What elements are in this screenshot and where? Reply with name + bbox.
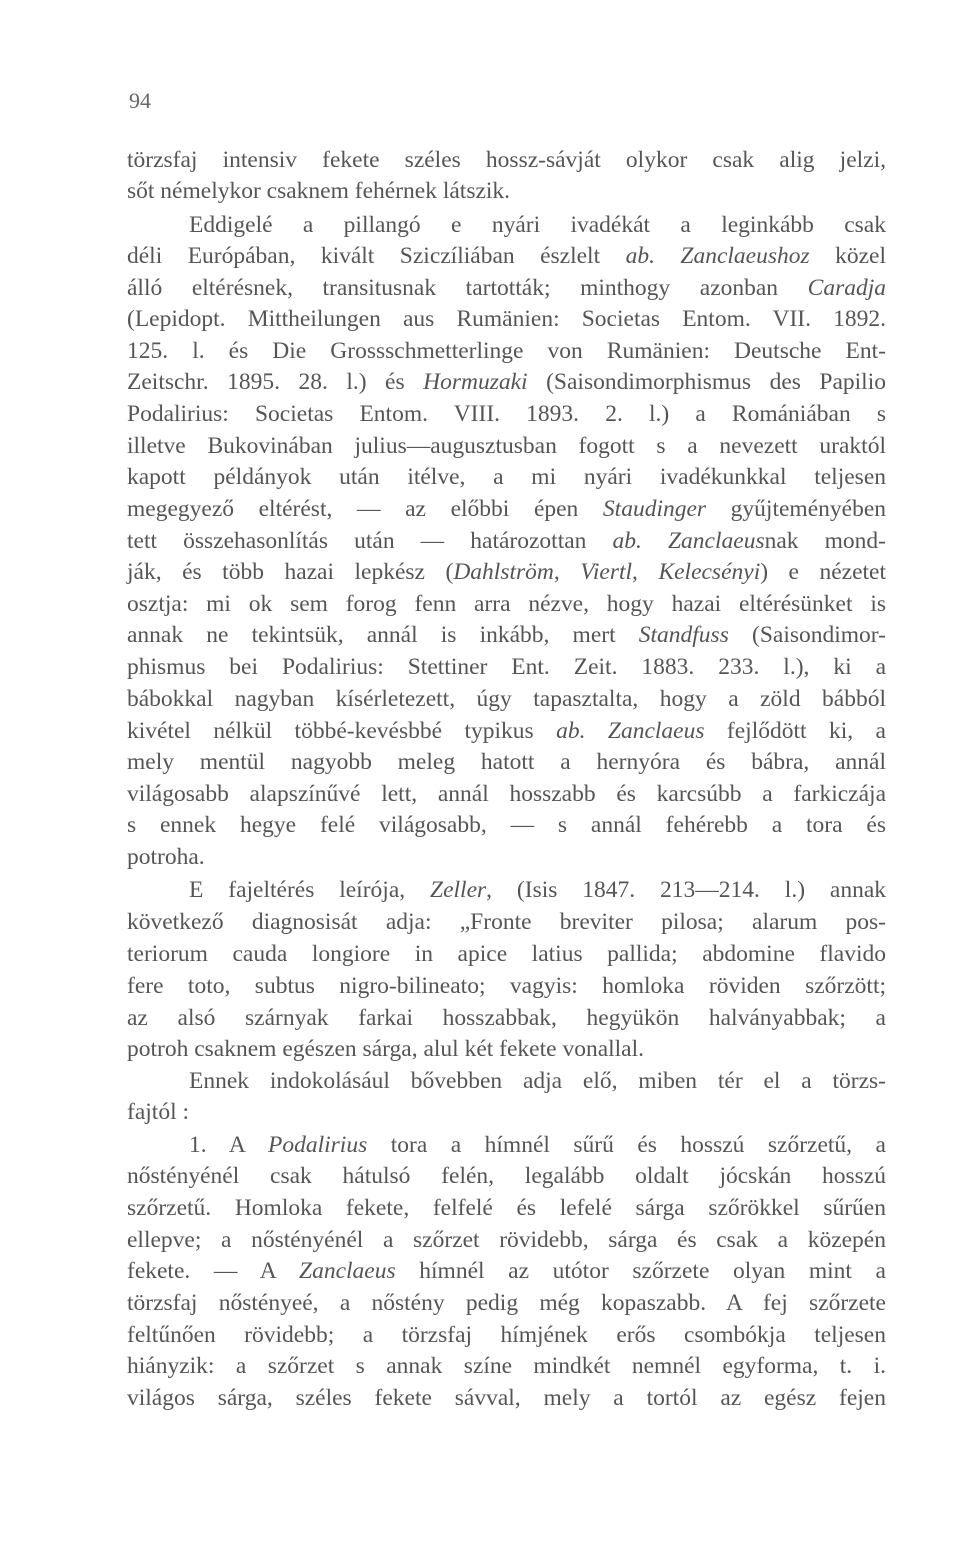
text-span: gyűjteményében [706,496,886,522]
text-span: törzsfaj intensiv fekete széles hossz-sávját olykor csak alig jelzi, [127,147,886,173]
text-line [127,684,886,715]
italic-name: Kelecsényi [658,559,761,585]
italic-name: Staudinger [602,496,707,522]
text-span: kivétel nélkül többé-kevésbbé typikus [127,718,557,744]
text-line [127,557,886,588]
text-line [189,1066,886,1097]
text-span: phismus bei Podalirius: Stettiner Ent. Zeit. 1883. 233. l.), ki a [127,654,886,680]
text-line [127,620,886,651]
text-span: fekete. — A [127,1258,300,1284]
text-span: hímnél az utótor szőrzete olyan mint a [395,1258,886,1284]
text-span: tett összehasonlítás után — határozottan [127,528,613,554]
text-span: az alsó szárnyak farkai hosszabbak, hegyükön halványabbak; a [127,1005,886,1031]
text-span: álló eltérésnek, transitusnak tartották; minthogy azonban [127,275,808,301]
text-line [127,145,886,176]
text-span: hiányzik: a szőrzet s annak színe mindkét nemnél egyforma, t. i. [127,1353,886,1379]
text-line [127,1193,886,1224]
text-line [127,716,886,747]
text-line [127,1225,886,1256]
italic-name: ab. Zanclaeushoz [625,243,810,269]
text-line [127,907,886,938]
text-line [127,1034,886,1065]
text-span: , [553,559,581,585]
text-span: 1. A [189,1132,268,1158]
text-line [127,939,886,970]
italic-name: Zeller [430,877,487,903]
text-span: Zeitschr. 1895. 28. l.) és [127,369,424,395]
text-line [127,842,886,873]
text-line [127,810,886,841]
text-span: ják, és több hazai lepkész ( [127,559,454,585]
text-span: , [632,559,659,585]
text-span: kapott példányok után itélve, a mi nyári ivadékunkkal teljesen [127,464,886,490]
text-line [127,431,886,462]
text-span: ellepve; a nőstényénél a szőrzet rövidebb, sárga és csak a közepén [127,1227,886,1253]
text-line [127,747,886,778]
text-line [127,399,886,430]
text-line [189,875,886,906]
text-span: mely mentül nagyobb meleg hatott a hernyóra és bábra, annál [127,749,886,775]
text-line [127,1161,886,1192]
text-line [127,367,886,398]
text-span: bábokkal nagyban kísérletezett, úgy tapasztalta, hogy a zöld bábból [127,686,886,712]
text-span: ) e nézetet [760,559,887,585]
text-line [127,241,886,272]
text-span: s ennek hegye felé világosabb, — s annál fehérebb a tora és [127,812,886,838]
text-line [127,176,886,207]
text-line [127,1383,886,1414]
italic-name: Zanclaeus [299,1258,396,1284]
italic-name: Standfuss [638,622,729,648]
text-span: fejlődött ki, a [704,718,886,744]
text-line [127,1351,886,1382]
text-line [127,304,886,335]
text-span: világos sárga, széles fekete sávval, mely a tortól az egész fejen [127,1385,886,1411]
text-span: (Lepidopt. Mittheilungen aus Rumänien: Societas Entom. VII. 1892. [127,306,886,332]
italic-name: Viertl [580,559,633,585]
text-span: világosabb alapszínűvé lett, annál hosszabb és karcsúbb a farkiczája [127,781,886,807]
text-span: potroha. [127,844,205,870]
text-span: tora a hímnél sűrű és hosszú szőrzetű, a [367,1132,886,1158]
text-line [127,1003,886,1034]
italic-name: ab. Zanclaeus [556,718,705,744]
text-line [127,779,886,810]
text-span: közel [809,243,887,269]
text-span: nőstényénél csak hátulsó felén, legalább oldalt jócskán hosszú [127,1163,886,1189]
text-line [127,494,886,525]
text-span: osztja: mi ok sem forog fenn arra nézve, hogy hazai eltérésünket is [127,591,886,617]
text-span: fere toto, subtus nigro-bilineato; vagyis: homloka röviden szőrzött; [127,973,886,999]
text-span: (Saisondimorphismus des Papilio [527,369,886,395]
text-span: Podalirius: Societas Entom. VIII. 1893. 2. l.) a Romániában s [127,401,886,427]
text-span: potroh csaknem egészen sárga, alul két fekete vonallal. [127,1036,645,1062]
text-span: Eddigelé a pillangó e nyári ivadékát a leginkább csak [189,212,886,238]
text-span: fajtól : [127,1099,189,1125]
text-span: feltűnően rövidebb; a törzsfaj hímjének erős csombókja teljesen [127,1322,886,1348]
text-span: (Saisondimor- [728,622,886,648]
italic-name: ab. Zanclaeus [612,528,765,554]
text-span: következő diagnosisát adja: „Fronte breviter pilosa; alarum pos- [127,909,886,935]
text-span: annak ne tekintsük, annál is inkább, mert [127,622,639,648]
text-line [127,1256,886,1287]
text-span: Ennek indokolásául bővebben adja elő, miben tér el a törzs- [189,1068,886,1094]
text-line [127,1097,886,1128]
text-span: törzsfaj nőstényeé, a nőstény pedig még kopaszabb. A fej szőrzete [127,1290,886,1316]
text-line [127,589,886,620]
text-line [127,652,886,683]
text-span: nak mond- [764,528,886,554]
text-span: teriorum cauda longiore in apice latius pallida; abdomine flavido [127,941,886,967]
text-line [189,210,886,241]
text-line [127,526,886,557]
text-span: illetve Bukovinában julius—augusztusban fogott s a nevezett uraktól [127,433,886,459]
italic-name: Caradja [807,275,886,301]
text-span: E fajeltérés leírója, [189,877,431,903]
italic-name: Hormuzaki [423,369,528,395]
text-span: 125. l. és Die Grossschmetterlinge von Rumänien: Deutsche Ent- [127,338,886,364]
page-number: 94 [129,88,151,113]
text-line [127,273,886,304]
italic-name: Dahlström [453,559,554,585]
text-span: , (Isis 1847. 213—214. l.) annak [486,877,887,903]
text-line [127,1320,886,1351]
text-span: déli Európában, kivált Sziczíliában észlelt [127,243,626,269]
text-span: sőt némelykor csaknem fehérnek látszik. [127,178,511,204]
italic-name: Podalirius [267,1132,368,1158]
text-line [127,462,886,493]
text-line [127,971,886,1002]
text-line [127,1288,886,1319]
text-span: megegyező eltérést, — az előbbi épen [127,496,603,522]
text-line [127,336,886,367]
text-span: szőrzetű. Homloka fekete, felfelé és lefelé sárga szőrökkel sűrűen [127,1195,886,1221]
text-line [189,1130,886,1161]
